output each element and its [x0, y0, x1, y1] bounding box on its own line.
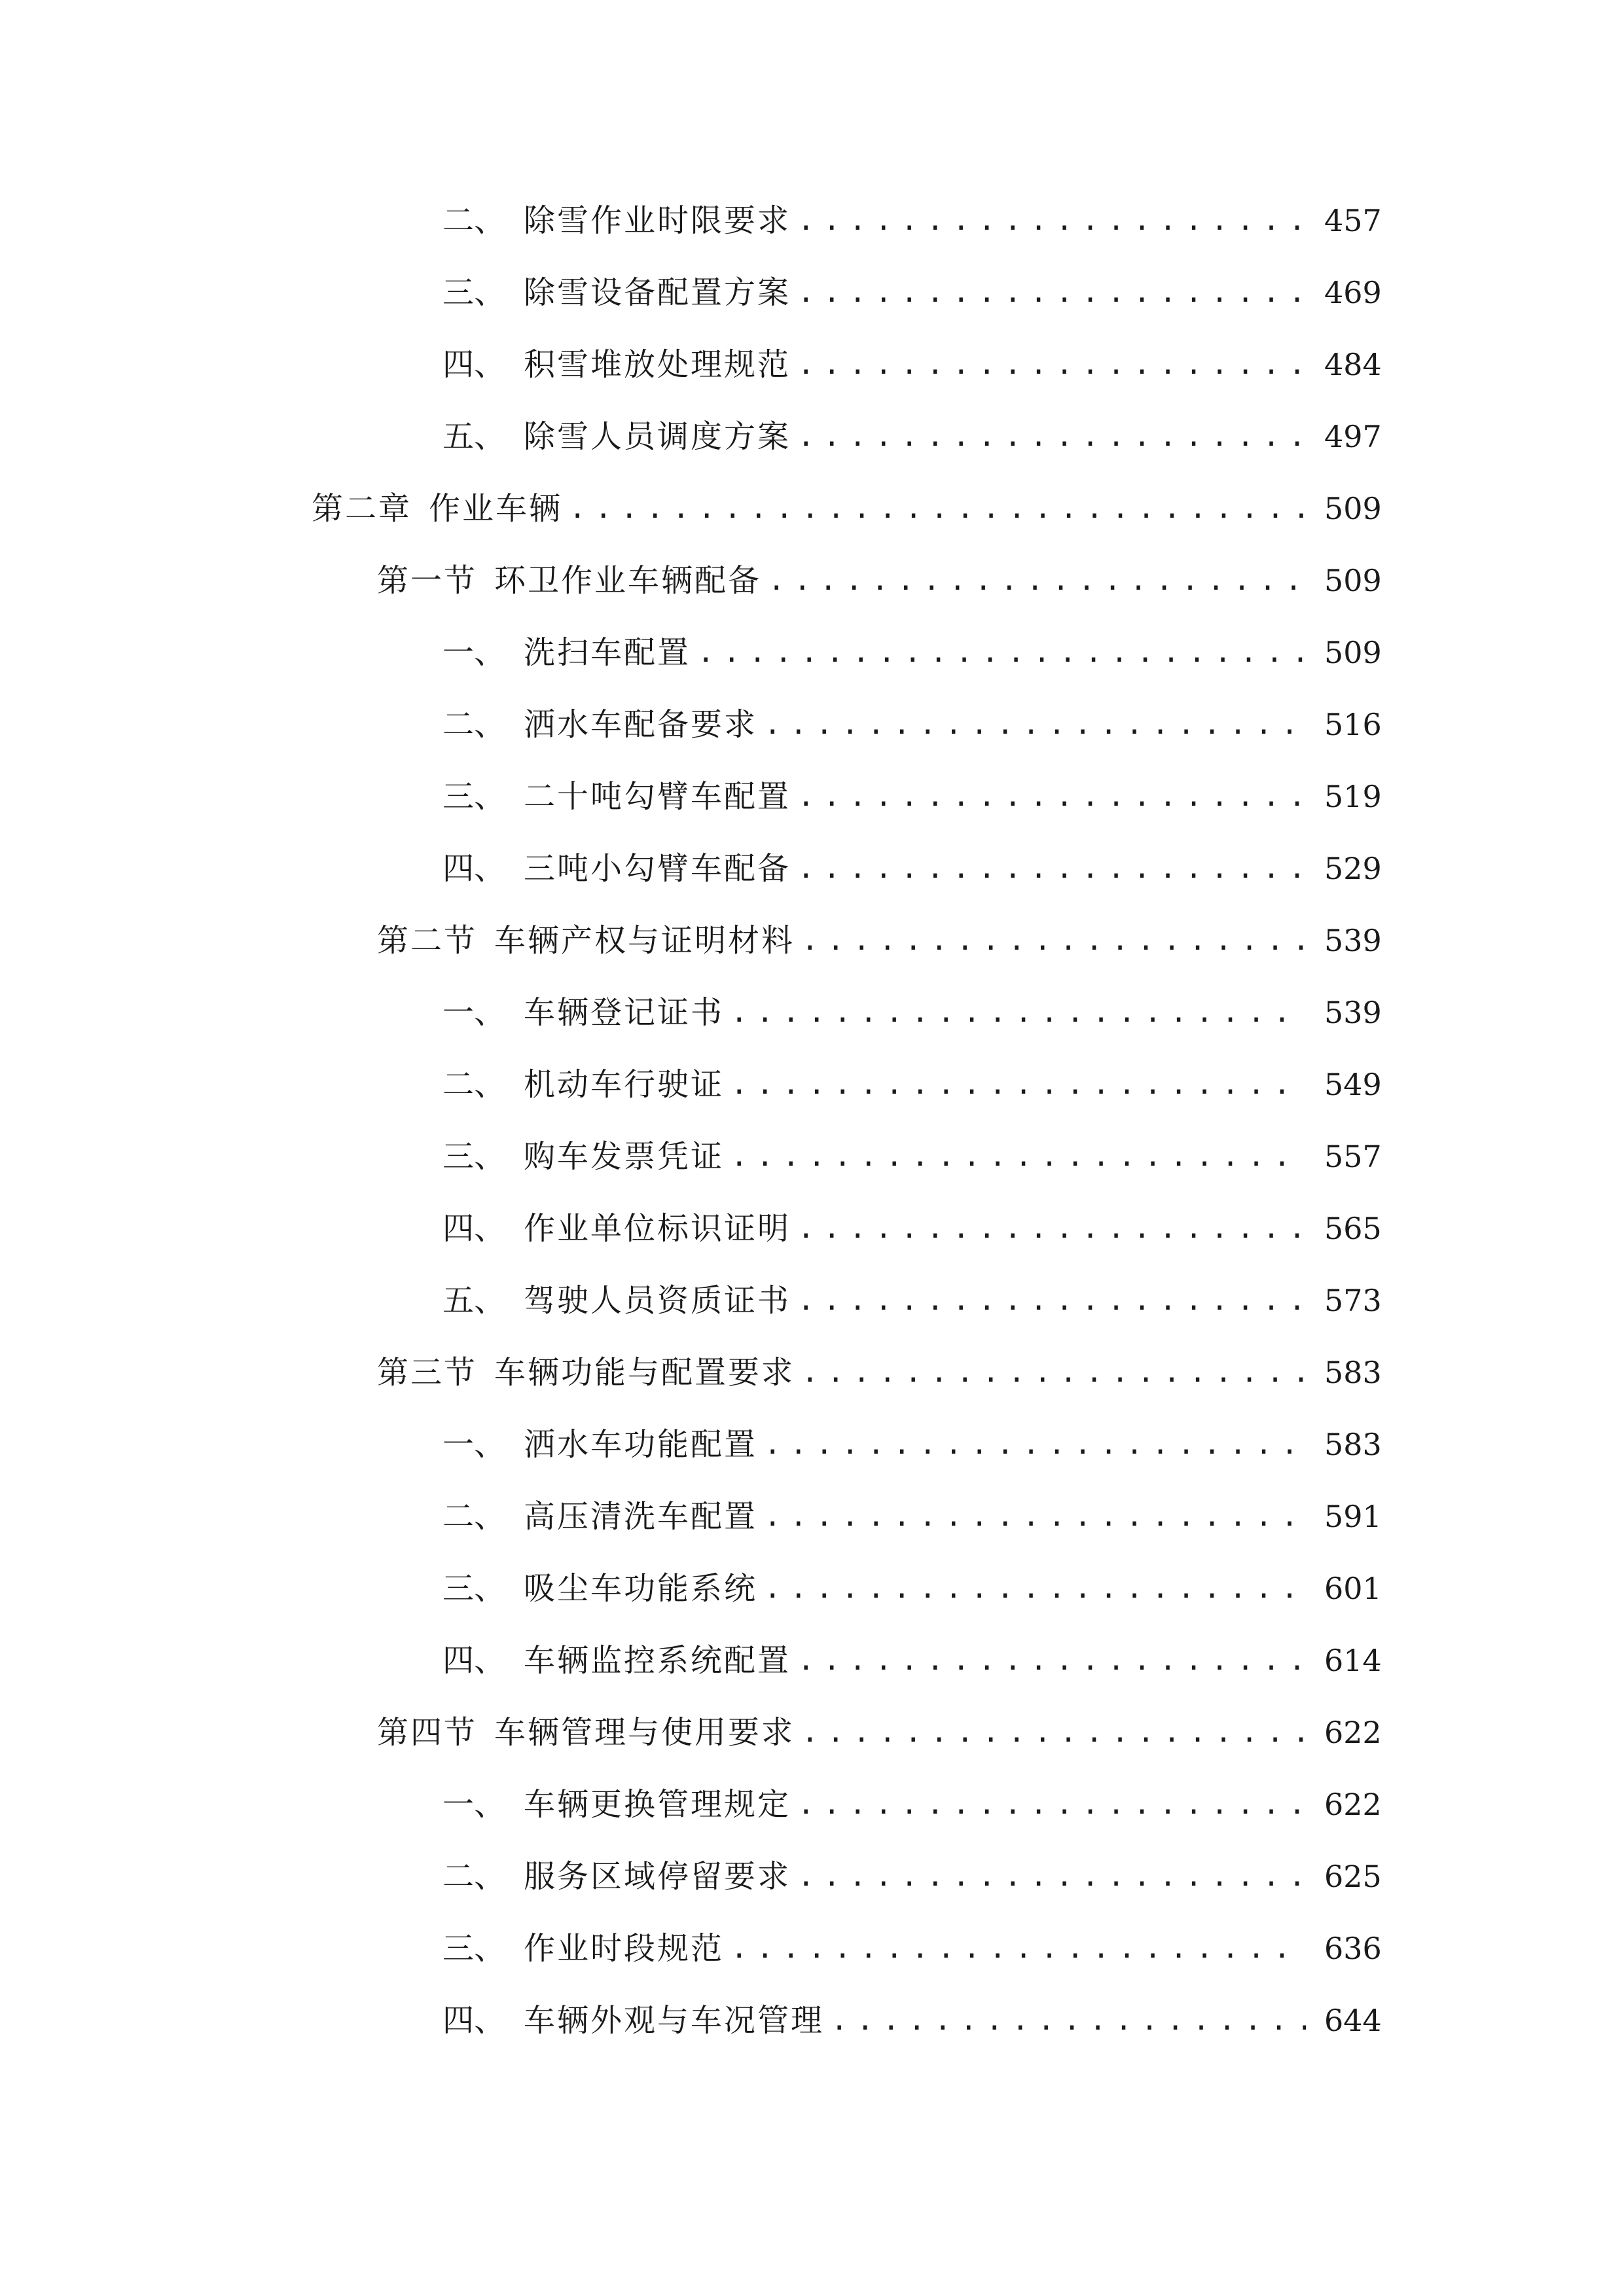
toc-page-number: 539	[1324, 923, 1382, 958]
dot-leader	[764, 1499, 1306, 1534]
dot-leader	[797, 276, 1306, 310]
dot-leader	[764, 708, 1306, 742]
dot-leader	[797, 1211, 1306, 1246]
toc-chapter-entry[interactable]	[0, 473, 1624, 545]
toc-page-number: 601	[1324, 1571, 1382, 1606]
toc-entry[interactable]	[0, 977, 1624, 1049]
toc-label	[442, 274, 791, 311]
toc-entry[interactable]	[0, 833, 1624, 905]
toc-entry[interactable]	[0, 1121, 1624, 1193]
toc-page-number: 583	[1324, 1355, 1382, 1390]
toc-entry[interactable]	[0, 1480, 1624, 1552]
toc-page-number: 591	[1324, 1499, 1382, 1534]
toc-label	[442, 202, 791, 239]
toc-entry[interactable]	[0, 257, 1624, 329]
dot-leader	[731, 1139, 1306, 1174]
toc-item-number: 一、	[442, 634, 506, 671]
toc-label	[442, 1138, 725, 1175]
toc-item-number: 二、	[442, 1858, 506, 1895]
toc-item-title: 除雪设备配置方案	[524, 274, 791, 311]
toc-page-number: 484	[1324, 347, 1382, 382]
section-number: 第一节	[377, 562, 478, 599]
dot-leader	[797, 348, 1306, 382]
dot-leader	[801, 924, 1306, 958]
toc-page-number: 509	[1324, 491, 1382, 526]
toc-label	[377, 922, 795, 959]
toc-entry[interactable]	[0, 1049, 1624, 1121]
toc-page-number: 636	[1324, 1931, 1382, 1966]
toc-label	[442, 706, 758, 743]
dot-leader	[797, 1283, 1306, 1318]
toc-label	[442, 994, 725, 1031]
dot-leader	[731, 1067, 1306, 1102]
toc-page-number: 497	[1324, 419, 1382, 454]
section-number: 第二节	[377, 922, 478, 959]
section-number: 第四节	[377, 1714, 478, 1751]
dot-leader	[797, 780, 1306, 814]
toc-entry[interactable]	[0, 1768, 1624, 1840]
toc-section-entry[interactable]	[0, 545, 1624, 617]
toc-page-number: 549	[1324, 1067, 1382, 1102]
toc-entry[interactable]	[0, 1624, 1624, 1696]
toc-entry[interactable]	[0, 1408, 1624, 1480]
toc-item-title: 三吨小勾臂车配备	[524, 850, 791, 887]
toc-entry[interactable]	[0, 185, 1624, 257]
toc-label	[442, 778, 791, 815]
toc-label	[377, 562, 762, 599]
toc-item-title: 除雪作业时限要求	[524, 202, 791, 239]
toc-label	[442, 1282, 791, 1319]
dot-leader	[801, 1715, 1306, 1749]
toc-item-title: 车辆监控系统配置	[524, 1642, 791, 1679]
toc-item-number: 一、	[442, 1426, 506, 1463]
toc-item-title: 车辆外观与车况管理	[524, 2002, 825, 2039]
toc-page-number: 519	[1324, 779, 1382, 814]
toc-entry[interactable]	[0, 1193, 1624, 1265]
toc-page-number: 457	[1324, 203, 1382, 238]
toc-page-number: 529	[1324, 851, 1382, 886]
section-number: 第三节	[377, 1354, 478, 1391]
toc-page-number: 565	[1324, 1211, 1382, 1246]
toc-page-number: 614	[1324, 1643, 1382, 1678]
toc-page-number: 539	[1324, 995, 1382, 1030]
toc-label	[442, 850, 791, 887]
toc-item-number: 三、	[442, 778, 506, 815]
dot-leader	[697, 636, 1306, 670]
toc-item-title: 购车发票凭证	[524, 1138, 725, 1175]
toc-item-title: 二十吨勾臂车配置	[524, 778, 791, 815]
toc-item-title: 服务区域停留要求	[524, 1858, 791, 1895]
toc-page-number: 509	[1324, 635, 1382, 670]
toc-item-number: 三、	[442, 1570, 506, 1607]
toc-label	[442, 1570, 758, 1607]
toc-label	[442, 1426, 758, 1463]
toc-page-number: 644	[1324, 2003, 1382, 2038]
toc-item-title: 除雪人员调度方案	[524, 418, 791, 455]
dot-leader	[731, 996, 1306, 1030]
toc-label	[442, 1930, 725, 1967]
toc-page-number: 625	[1324, 1859, 1382, 1894]
toc-item-number: 五、	[442, 418, 506, 455]
dot-leader	[831, 2003, 1306, 2037]
dot-leader	[569, 492, 1306, 526]
dot-leader	[768, 564, 1306, 598]
toc-item-title: 洒水车功能配置	[524, 1426, 758, 1463]
toc-label	[442, 2002, 825, 2039]
toc-label	[442, 1066, 725, 1103]
toc-section-entry[interactable]	[0, 905, 1624, 977]
toc-item-title: 车辆更换管理规定	[524, 1786, 791, 1823]
toc-page-number: 573	[1324, 1283, 1382, 1318]
toc-page-number: 469	[1324, 275, 1382, 310]
section-title: 车辆管理与使用要求	[494, 1714, 795, 1751]
toc-label	[442, 1786, 791, 1823]
toc-page-number: 583	[1324, 1427, 1382, 1462]
toc-entry[interactable]	[0, 689, 1624, 761]
dot-leader	[797, 852, 1306, 886]
toc-section-entry[interactable]	[0, 1336, 1624, 1408]
chapter-number: 第二章	[312, 490, 412, 527]
toc-item-number: 三、	[442, 1138, 506, 1175]
toc-entry[interactable]	[0, 1552, 1624, 1624]
dot-leader	[797, 1859, 1306, 1893]
dot-leader	[797, 420, 1306, 454]
toc-item-number: 四、	[442, 346, 506, 383]
toc-item-number: 三、	[442, 274, 506, 311]
toc-entry[interactable]	[0, 1912, 1624, 1984]
toc-label	[442, 1498, 758, 1535]
dot-leader	[764, 1427, 1306, 1462]
chapter-title: 作业车辆	[429, 490, 563, 527]
toc-item-number: 四、	[442, 850, 506, 887]
toc-item-title: 洗扫车配置	[524, 634, 691, 671]
toc-item-title: 积雪堆放处理规范	[524, 346, 791, 383]
toc-item-number: 一、	[442, 994, 506, 1031]
toc-label	[442, 346, 791, 383]
dot-leader	[801, 1355, 1306, 1390]
toc-item-number: 二、	[442, 202, 506, 239]
toc-page-number: 509	[1324, 563, 1382, 598]
toc-item-number: 四、	[442, 1210, 506, 1247]
toc-entry[interactable]	[0, 401, 1624, 473]
dot-leader	[797, 1643, 1306, 1677]
dot-leader	[797, 204, 1306, 238]
dot-leader	[797, 1787, 1306, 1821]
toc-page-number: 557	[1324, 1139, 1382, 1174]
toc-section-entry[interactable]	[0, 1696, 1624, 1768]
toc-label	[377, 1354, 795, 1391]
toc-entry[interactable]	[0, 761, 1624, 833]
toc-item-number: 二、	[442, 706, 506, 743]
section-title: 车辆产权与证明材料	[494, 922, 795, 959]
toc-page-number: 622	[1324, 1715, 1382, 1750]
toc-entry[interactable]	[0, 1984, 1624, 2056]
toc-item-title: 车辆登记证书	[524, 994, 725, 1031]
toc-item-number: 一、	[442, 1786, 506, 1823]
toc-item-number: 五、	[442, 1282, 506, 1319]
toc-item-title: 作业单位标识证明	[524, 1210, 791, 1247]
toc-page-number: 622	[1324, 1787, 1382, 1822]
toc-label	[442, 1210, 791, 1247]
dot-leader	[764, 1571, 1306, 1605]
toc-item-title: 高压清洗车配置	[524, 1498, 758, 1535]
toc-label	[377, 1714, 795, 1751]
toc-page-number: 516	[1324, 707, 1382, 742]
toc-item-number: 四、	[442, 1642, 506, 1679]
toc-item-number: 四、	[442, 2002, 506, 2039]
toc-label	[312, 490, 563, 527]
toc-item-number: 二、	[442, 1066, 506, 1103]
toc-entry[interactable]	[0, 1840, 1624, 1912]
toc-item-number: 二、	[442, 1498, 506, 1535]
toc-entry[interactable]	[0, 617, 1624, 689]
toc-label	[442, 418, 791, 455]
toc-item-title: 吸尘车功能系统	[524, 1570, 758, 1607]
toc-item-number: 三、	[442, 1930, 506, 1967]
toc-item-title: 洒水车配备要求	[524, 706, 758, 743]
toc-item-title: 驾驶人员资质证书	[524, 1282, 791, 1319]
toc-label	[442, 1642, 791, 1679]
section-title: 环卫作业车辆配备	[494, 562, 762, 599]
toc-item-title: 机动车行驶证	[524, 1066, 725, 1103]
toc-entry[interactable]	[0, 1265, 1624, 1336]
toc-entry[interactable]	[0, 329, 1624, 401]
toc-item-title: 作业时段规范	[524, 1930, 725, 1967]
toc-label	[442, 634, 691, 671]
table-of-contents	[0, 185, 1624, 2056]
section-title: 车辆功能与配置要求	[494, 1354, 795, 1391]
dot-leader	[731, 1931, 1306, 1965]
toc-label	[442, 1858, 791, 1895]
